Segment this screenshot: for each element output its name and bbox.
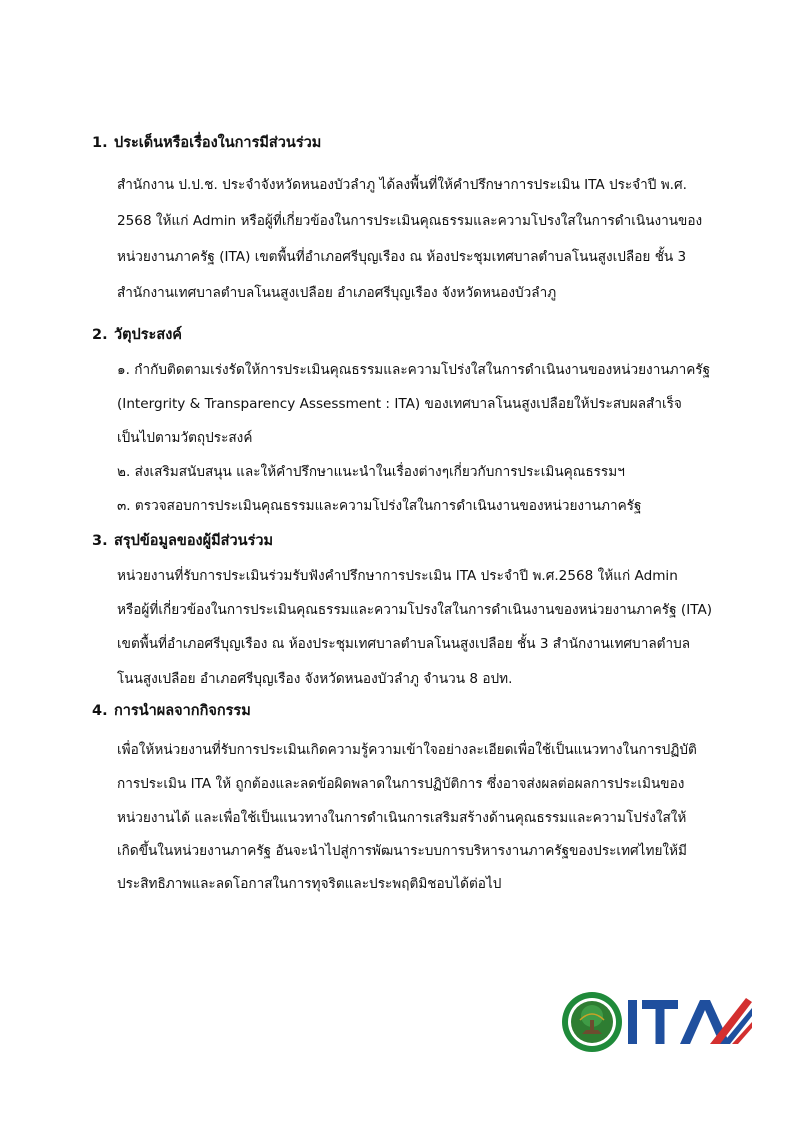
section-3-heading (92, 531, 273, 551)
section-3-body (117, 566, 757, 686)
section-2-heading (92, 325, 182, 345)
paragraph-line: เกิดขึ้นในหน่วยงานภาครัฐ อันจะนำไปสู่การพัฒนาระบบการบริหารงานภาครัฐของประเทศไทยให้มี (117, 843, 687, 859)
section-4-heading (92, 701, 251, 721)
paragraph-line: เขตพื้นที่อำเภอศรีบุญเรือง ณ ห้องประชุมเทศบาลตำบลโนนสูงเปลือย ชั้น 3 สำนักงานเทศบาลตำบล (117, 636, 691, 652)
paragraph-line: หน่วยงานได้ และเพื่อใช้เป็นแนวทางในการดำเนินการเสริมสร้างด้านคุณธรรมและความโปร่งใสให้ (117, 810, 687, 826)
objective-item: ๓. ตรวจสอบการประเมินคุณธรรมและความโปร่งใสในการดำเนินงานของหน่วยงานภาครัฐ (117, 498, 642, 514)
section-4-number: 4. (92, 703, 108, 719)
ita-wordmark (628, 998, 752, 1044)
paragraph-line: สำนักงานเทศบาลตำบลโนนสูงเปลือย อำเภอศรีบุญเรือง จังหวัดหนองบัวลำภู (117, 285, 557, 301)
paragraph-line: หน่วยงานภาครัฐ (ITA) เขตพื้นที่อำเภอศรีบุญเรือง ณ ห้องประชุมเทศบาลตำบลโนนสูงเปลือย ชั้น 3 (117, 249, 687, 265)
section-3-number: 3. (92, 533, 108, 549)
section-1-number: 1. (92, 135, 108, 151)
section-4-body (117, 740, 757, 890)
paragraph-line: (Intergrity & Transparency Assessment : ITA) ของเทศบาลโนนสูงเปลือยให้ประสบผลสำเร็จ (117, 396, 682, 412)
objective-item: ๑. กำกับติดตามเร่งรัดให้การประเมินคุณธรรมและความโปร่งใสในการดำเนินงานของหน่วยงานภาครัฐ (117, 362, 711, 378)
paragraph-line: หรือผู้ที่เกี่ยวข้องในการประเมินคุณธรรมและความโปรงใสในการดำเนินงานของหน่วยงานภาครัฐ (ITA) (117, 602, 713, 618)
section-1-title: ประเด็นหรือเรื่องในการมีส่วนร่วม (114, 135, 322, 151)
paragraph-line: โนนสูงเปลือย อำเภอศรีบุญเรือง จังหวัดหนองบัวลำภู จำนวน 8 อปท. (117, 671, 513, 687)
paragraph-line: เพื่อให้หน่วยงานที่รับการประเมินเกิดความรู้ความเข้าใจอย่างละเอียดเพื่อใช้เป็นแนวทางในการปฏิบัติ (117, 742, 697, 758)
section-2-title: วัตุประสงค์ (114, 327, 182, 343)
paragraph-line: หน่วยงานที่รับการประเมินร่วมรับฟังคำปรึกษาการประเมิน ITA ประจำปี พ.ศ.2568 ให้แก่ Admin (117, 568, 678, 584)
ita-logo (560, 990, 755, 1054)
paragraph-line: สำนักงาน ป.ป.ช. ประจำจังหวัดหนองบัวลำภู ได้ลงพื้นที่ให้คำปรึกษาการประเมิน ITA ประจำปี พ.ศ. (117, 177, 687, 193)
paragraph-line: 2568 ให้แก่ Admin หรือผู้ที่เกี่ยวข้องในการประเมินคุณธรรมและความโปรงใสในการดำเนินงานของ (117, 213, 703, 229)
paragraph-line: เป็นไปตามวัตถุประสงค์ (117, 430, 253, 446)
section-4-title: การนำผลจากกิจกรรม (114, 703, 251, 719)
section-2-body (117, 360, 757, 520)
nacc-emblem-icon (562, 992, 622, 1052)
section-1-heading (92, 133, 321, 153)
ita-logo-graphic (560, 990, 755, 1054)
section-3-title: สรุปข้อมูลของผู้มีส่วนร่วม (114, 533, 274, 549)
paragraph-line: การประเมิน ITA ให้ ถูกต้องและลดข้อผิดพลาดในการปฏิบัติการ ซึ่งอาจส่งผลต่อผลการประเมินของ (117, 776, 685, 792)
section-2-number: 2. (92, 327, 108, 343)
objective-item: ๒. ส่งเสริมสนับสนุน และให้คำปรึกษาแนะนำในเรื่องต่างๆเกี่ยวกับการประเมินคุณธรรมฯ (117, 464, 625, 480)
paragraph-line: ประสิทธิภาพและลดโอกาสในการทุจริตและประพฤติมิชอบได้ต่อไป (117, 876, 502, 892)
section-1-body (117, 175, 757, 301)
